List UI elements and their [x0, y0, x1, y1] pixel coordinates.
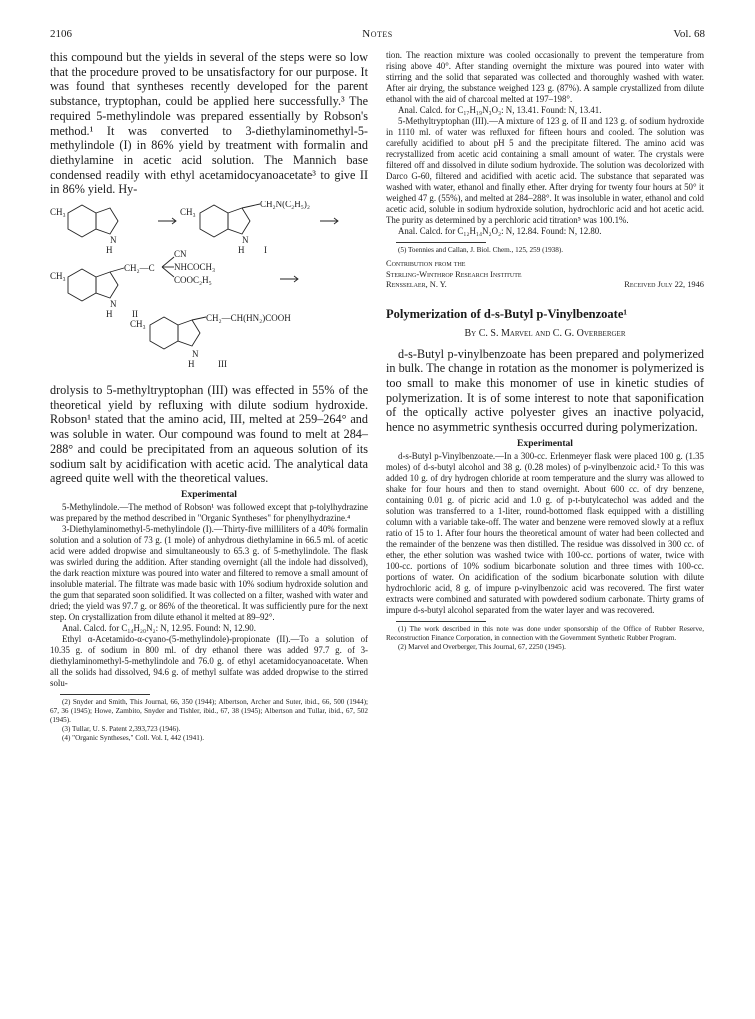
section-title: Notes: [362, 28, 393, 40]
right-column: [386, 50, 704, 652]
scheme-h-1: H: [106, 245, 113, 256]
scheme-n-4: N: [192, 349, 199, 360]
page-number: 2106: [50, 28, 72, 40]
reaction-scheme-drawing: [50, 201, 368, 379]
footnote-5: (5) Toennies and Callan, J. Biol. Chem., 125, 259 (1938).: [398, 246, 564, 254]
scheme-nhcoch3: NHCOCH₃: [174, 262, 216, 273]
institute-line: Sterling-Winthrop Research Institute: [386, 269, 522, 279]
scheme-chain-2: CH₂—C: [124, 263, 155, 274]
diethylaminomethyl-paragraph: 3-Diethylaminomethyl-5-methylindole (I).—Thirty-five milliliters of a 40% formalin solution and a solution of 73 g. (1 mole) of anhydrous diethylamine in 66.5 ml. of acetic acid were added dropwise and simultaneously to 65.3 g. of 5-methylindole. The flask was swirled during the addition. After standing overnight (all the indole had dissolved), the dark reaction mixture was poured into water and filtered to remove a small amount of insoluble material. The filtrate was made basic with 10% sodium hydroxide solution and the gum that separated soon solidified. It was collected on a filter, washed with water and dried; the yield was 97.7 g. or 86% of the theoretical. It was sufficiently pure for the next step. On crystallization from dilute ethanol it melted at 89–92°.: [50, 523, 368, 622]
butyl-vinylbenzoate-paragraph: d-s-Butyl p-Vinylbenzoate.—In a 300-cc. Erlenmeyer flask were placed 100 g. (1.35 moles) of d-s-butyl alcohol and 38 g. (0.28 moles) of p-vinylbenzoic acid.² To this was added 10 g. of dry hydrogen chloride at room temperature and the slurry was allowed to shake for four hours and then to stand overnight. About 600 cc. of dry benzene, containing 0.01 g. of picric acid and 1.0 g. of p-t-butylcatechol was added and the solution was transferred to a 1-liter, round-bottomed flask equipped with a distilling column with a variable take-off. The water and benzene were removed slowly at a reflux ratio of 15 to 1. After four hours the theoretical amount of water had been collected and the remainder of the benzene was then distilled. The residue was dissolved in 300 cc. of ether, the ether solution was washed twice with 100-cc. portions of water, twice with 100-cc. portions of 10% sodium bicarbonate solution and three times with 100-cc. portions of water. On acidification of the sodium bicarbonate solution with dilute hydrochloric acid, 8 g. of impure p-vinylbenzoic acid was recovered. The first water extracts were combined and saturated with powdered sodium carbonate. Thirty grams of impure d-s-butyl alcohol separated from the water layer and was recovered.: [386, 450, 704, 615]
location: Rensselaer, N. Y.: [386, 280, 447, 289]
ethyl-propionate-paragraph: Ethyl α-Acetamido-α-cyano-(5-methylindole)-propionate (II).—To a solution of 10.35 g. of sodium in 800 ml. of dry ethanol there was added 97.7 g. of 3-diethylaminomethyl-5-methylindole and 76.0 g. of ethyl acetamidocyanoacetate. When all the solids had dissolved, 94.6 g. of methyl sulfate was added dropwise to the stirred solu-: [50, 633, 368, 688]
footnote-2-right: (2) Marvel and Overberger, This Journal, 67, 2250 (1945).: [398, 642, 566, 651]
methyltryptophan-paragraph: 5-Methyltryptophan (III).—A mixture of 123 g. of II and 123 g. of sodium hydroxide in 1110 ml. of water was refluxed for fifteen hours and cooled. The solution was carefully acidified to about pH 5 and the precipitate filtered. The amino acid was recrystallized from acetic acid containing a small amount of water. The crystals were filtered off and dissolved in dilute sodium hydroxide. The solution was decolorized with Darco G-60, filtered and acidified with acetic acid. The substance that separated was washed with water, ethanol and finally ether. After drying for twenty four hours at 50° it weighed 47 g. (55%), and melted at 284–288°. It was insoluble in water, ethanol and cold acetic acid, soluble in sodium hydroxide solution, hydrochloric acid and hot acetic acid. The purity as determined by a perchloric acid titration⁵ was 100.1%.: [386, 116, 704, 225]
scheme-h-3: H: [106, 309, 113, 320]
scheme-ester: COOC₂H₅: [174, 275, 212, 286]
footnote-2: (2) Snyder and Smith, This Journal, 66, 350 (1944); Albertson, Archer and Suter, ibid., 66, 500 (1944); 67, 36 (1945); Howe, Zambito, Snyder and Tishler, ibid., 67, 38 (1945); Albertson and Tullar, ibid., 67, 502 (1945).: [50, 697, 368, 724]
analysis-ii: Anal. Calcd. for C₁₇H₁₉N₃O₃: N, 13.41. Found: N, 13.41.: [398, 105, 602, 115]
left-column: [50, 50, 368, 743]
experimental-heading-right: Experimental: [517, 437, 573, 449]
continuation-paragraph: tion. The reaction mixture was cooled occasionally to prevent the temperature from rising above 40°. After standing overnight the mixture was poured into water with stirring and the solid that separated was collected and thoroughly washed with water. After air drying, the substance weighed 123 g. (87%). A sample crystallized from dilute ethanol with the aid of charcoal melted at 197–198°.: [386, 50, 704, 104]
methylindole-paragraph: 5-Methylindole.—The method of Robson¹ was followed except that p-tolylhydrazine was prepared by the method described in "Organic Syntheses" for phenylhydrazine.⁴: [50, 501, 368, 523]
scheme-ch3-2: CH₃: [180, 207, 196, 218]
volume-number: Vol. 68: [673, 28, 705, 40]
location-received-line: [386, 280, 704, 291]
experimental-heading-left: Experimental: [181, 488, 237, 500]
scheme-ch3-1: CH₃: [50, 207, 66, 218]
scheme-chain-1: CH₂N(C₂H₅)₂: [260, 201, 311, 210]
scheme-label-i: I: [264, 245, 267, 256]
scheme-label-iii: III: [218, 359, 227, 370]
intro-paragraph: this compound but the yields in several of the steps were so low that the procedure proved to be unsatisfactory for our purpose. It was found that syntheses recently developed for the parent substance, tryptophan, could be applied here successfully.³ The required 5-methylindole was prepared essentially by Robson's method.¹ It was converted to 3-diethylaminomethyl-5-methylindole (I) in 86% yield by treatment with formalin and diethylamine in acetic acid solution. The Mannich base condensed readily with ethyl acetamidocyanoacetate³ to give II in 86% yield. Hy-: [50, 50, 368, 197]
hydrolysis-paragraph: drolysis to 5-methyltryptophan (III) was effected in 55% of the theoretical yield by refluxing with dilute sodium hydroxide. Robson¹ stated that the amino acid, III, melted at 259–264° and was soluble in water. Our compound was found to melt at 284–288° and could be precipitated from an aqueous solution of its sodium salt by acidification with acetic acid. The analytical data agreed quite well with the theoretical values.: [50, 383, 368, 486]
footnote-1-right: (1) The work described in this note was done under sponsorship of the Office of Rubber Reserve, Reconstruction Finance Corporation, in connection with the Government Synthetic Rubber Program.: [386, 624, 704, 642]
scheme-ch3-4: CH₃: [130, 319, 146, 330]
scheme-h-4: H: [188, 359, 195, 370]
scheme-n-1: N: [110, 235, 117, 246]
scheme-ch3-3: CH₃: [50, 271, 66, 282]
footnote-rule-right: [396, 242, 486, 243]
article-title: Polymerization of d-s-Butyl p-Vinylbenzoate¹: [386, 306, 628, 321]
contribution-line: Contribution from the: [386, 259, 466, 268]
footnote-3: (3) Tullar, U. S. Patent 2,393,723 (1946).: [62, 724, 181, 733]
scheme-label-ii: II: [132, 309, 138, 320]
article-byline: By C. S. Marvel and C. G. Overberger: [464, 327, 626, 339]
analysis-i: Anal. Calcd. for C₁₄H₂₀N₂: N, 12.95. Found: N, 12.90.: [62, 622, 256, 633]
scheme-h-2: H: [238, 245, 245, 256]
scheme-chain-3: CH₂—CH(HN₂)COOH: [206, 313, 291, 324]
analysis-iii: Anal. Calcd. for C₁₂H₁₄N₂O₂: N, 12.84. Found: N, 12.80.: [398, 226, 602, 236]
scheme-n-3: N: [110, 299, 117, 310]
reaction-scheme: [50, 201, 368, 379]
scheme-n-2: N: [242, 235, 249, 246]
footnote-4: (4) "Organic Syntheses," Coll. Vol. I, 442 (1941).: [62, 733, 205, 742]
footnote-rule-right-2: [396, 621, 486, 622]
article-intro: d-s-Butyl p-vinylbenzoate has been prepared and polymerized in bulk. The change in rotation as the monomer is polymerized is too small to make this monomer of use in kinetic studies of polymerization. It is of some interest to note that saponification of the optically active polyester gives an inactive polyacid, hence no asymmetric synthesis occurred during polymerization.: [386, 346, 704, 435]
footnote-rule-left: [60, 694, 150, 695]
scheme-cn: CN: [174, 249, 187, 260]
received-date: Received July 22, 1946: [624, 280, 704, 289]
